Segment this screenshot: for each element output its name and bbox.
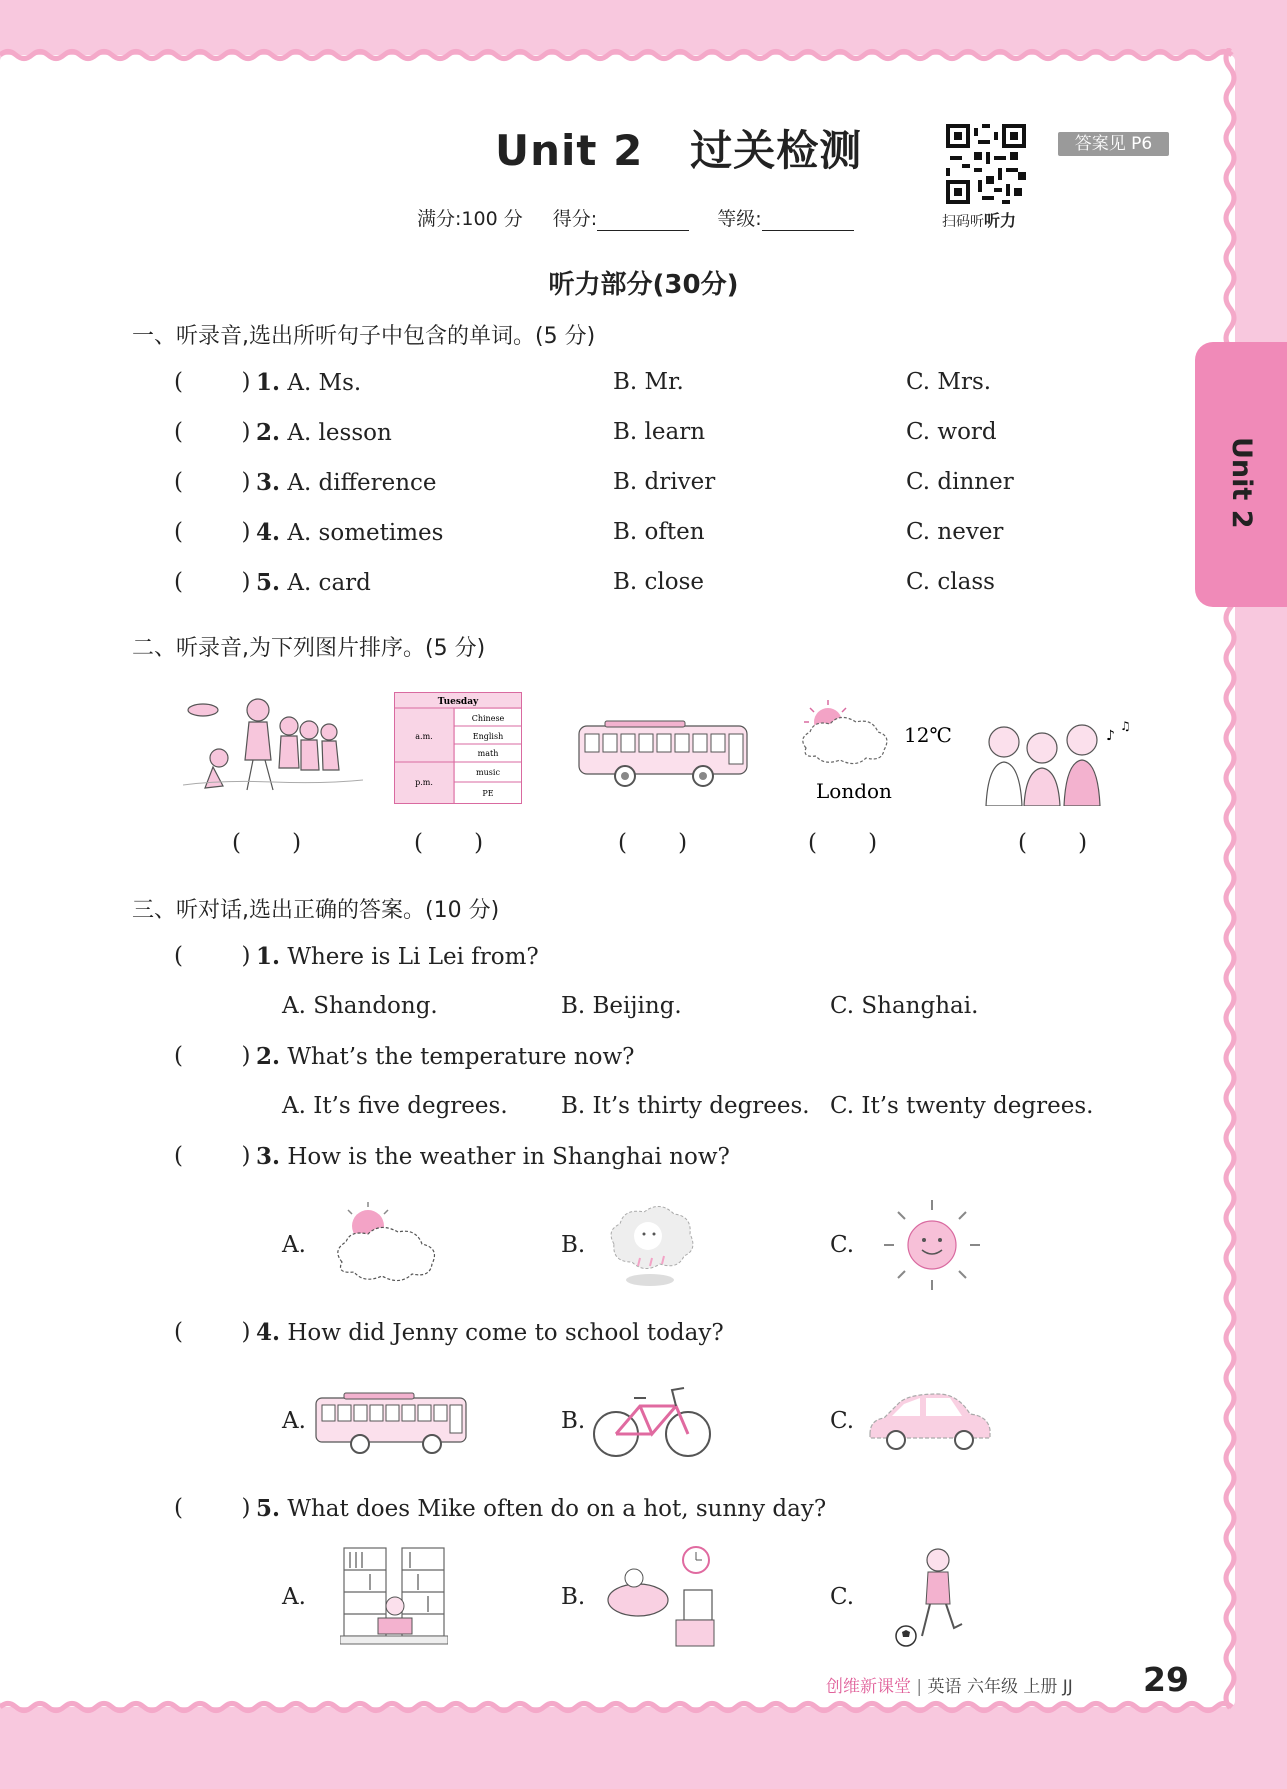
car-icon (866, 1390, 994, 1452)
option-b: B. Mr. (613, 369, 684, 395)
sun-cloud-icon (330, 1202, 452, 1286)
answer-paren[interactable]: ( ) (174, 519, 251, 545)
option-b-label: B. (561, 1584, 586, 1610)
answer-paren[interactable]: ( ) (174, 1143, 251, 1169)
score-label: 得分: (552, 208, 598, 230)
option-b: B. close (613, 569, 705, 595)
timetable-picture (394, 692, 522, 804)
svg-text:♫: ♫ (1120, 719, 1131, 733)
option-a: A. It’s five degrees. (282, 1093, 508, 1119)
item-number: 4. (256, 519, 281, 546)
timetable-subject: English (472, 732, 504, 741)
answer-reference-badge: 答案见 P6 (1058, 132, 1169, 156)
grade-label: 等级: (717, 208, 762, 230)
answer-paren[interactable]: ( ) (174, 1319, 251, 1345)
question-1: 1. Where is Li Lei from? (256, 943, 539, 970)
answer-paren[interactable]: ( ) (174, 1495, 251, 1521)
option-c: C. never (906, 519, 1004, 545)
people-singing-picture (982, 718, 1132, 806)
answer-paren[interactable]: ( ) (174, 369, 251, 395)
question-5: 5. What does Mike often do on a hot, sunny day? (256, 1495, 827, 1522)
svg-text:♪: ♪ (1106, 728, 1115, 744)
answer-paren[interactable]: ( ) (232, 830, 302, 856)
watching-tv-icon (604, 1544, 716, 1648)
part2-title: 二、听录音,为下列图片排序。(5 分) (132, 636, 486, 661)
answer-paren[interactable]: ( ) (174, 1043, 251, 1069)
score-blank[interactable] (597, 212, 689, 231)
option-b: B. learn (613, 419, 706, 445)
option-a: A. difference (287, 470, 437, 496)
decorative-wave-top (0, 48, 1235, 62)
weather-temperature: 12℃ (904, 723, 952, 747)
rain-cloud-icon (604, 1200, 696, 1290)
item-number: 2. (256, 419, 281, 446)
section-title: 听力部分(30分) (548, 270, 739, 300)
weather-city: London (816, 779, 892, 803)
option-c: C. word (906, 419, 997, 445)
option-c-label: C. (830, 1408, 855, 1434)
page-number: 29 (1143, 1660, 1189, 1699)
children-running-picture (183, 690, 363, 800)
timetable-subject: PE (482, 789, 494, 798)
option-c: C. Shanghai. (830, 993, 979, 1019)
qr-label: 扫码听听力 (942, 211, 1017, 230)
decorative-wave-bottom (0, 1700, 1235, 1714)
footer: 创维新课堂 | 英语 六年级 上册 JJ (826, 1677, 1073, 1697)
question-4: 4. How did Jenny come to school today? (256, 1319, 724, 1346)
footer-info: 英语 六年级 上册 JJ (927, 1677, 1073, 1697)
qr-code-icon[interactable] (946, 124, 1026, 204)
sun-icon (878, 1198, 986, 1292)
bus-picture (575, 718, 753, 790)
full-score-text: 满分:100 分 (417, 208, 523, 230)
timetable-pm: p.m. (415, 778, 433, 787)
option-a-label: A. (282, 1584, 306, 1610)
option-a: A. Shandong. (282, 993, 438, 1019)
question-2: 2. What’s the temperature now? (256, 1043, 635, 1070)
option-a-label: A. (282, 1232, 306, 1258)
page-title: Unit 2 过关检测 (495, 126, 863, 175)
answer-paren[interactable]: ( ) (808, 830, 878, 856)
option-b: B. often (613, 519, 705, 545)
option-a: A. lesson (287, 420, 392, 446)
option-b: B. driver (613, 469, 716, 495)
question-3: 3. How is the weather in Shanghai now? (256, 1143, 730, 1170)
part1-title: 一、听录音,选出所听句子中包含的单词。(5 分) (132, 324, 596, 349)
option-b: B. Beijing. (561, 993, 682, 1019)
option-c-label: C. (830, 1584, 855, 1610)
item-number: 5. (256, 569, 281, 596)
option-b-label: B. (561, 1408, 586, 1434)
answer-paren[interactable]: ( ) (1018, 830, 1088, 856)
bicycle-icon (590, 1382, 714, 1460)
timetable-am: a.m. (415, 732, 433, 741)
option-c: C. Mrs. (906, 369, 992, 395)
answer-paren[interactable]: ( ) (174, 569, 251, 595)
answer-paren[interactable]: ( ) (414, 830, 484, 856)
library-reading-icon (340, 1544, 448, 1648)
option-c: C. dinner (906, 469, 1014, 495)
answer-paren[interactable]: ( ) (618, 830, 688, 856)
item-number: 3. (256, 469, 281, 496)
timetable-subject: math (477, 749, 499, 758)
bus-icon (314, 1392, 476, 1456)
unit-side-tab: Unit 2 (1195, 342, 1287, 607)
grade-blank[interactable] (762, 212, 854, 231)
playing-football-icon (892, 1544, 972, 1650)
footer-brand: 创维新课堂 (826, 1677, 911, 1697)
option-c-label: C. (830, 1232, 855, 1258)
option-a: A. card (287, 570, 371, 596)
option-a: A. sometimes (287, 520, 444, 546)
option-c: C. It’s twenty degrees. (830, 1093, 1094, 1119)
timetable-subject: Chinese (471, 714, 505, 723)
score-line (417, 204, 876, 231)
item-number: 1. (256, 369, 281, 396)
timetable-subject: music (476, 768, 500, 777)
option-b-label: B. (561, 1232, 586, 1258)
weather-london-picture (796, 700, 956, 806)
option-b: B. It’s thirty degrees. (561, 1093, 810, 1119)
option-a-label: A. (282, 1408, 306, 1434)
answer-paren[interactable]: ( ) (174, 469, 251, 495)
answer-paren[interactable]: ( ) (174, 419, 251, 445)
answer-paren[interactable]: ( ) (174, 943, 251, 969)
option-a: A. Ms. (287, 370, 362, 396)
timetable-day: Tuesday (437, 697, 479, 707)
option-c: C. class (906, 569, 995, 595)
part3-title: 三、听对话,选出正确的答案。(10 分) (132, 898, 500, 923)
